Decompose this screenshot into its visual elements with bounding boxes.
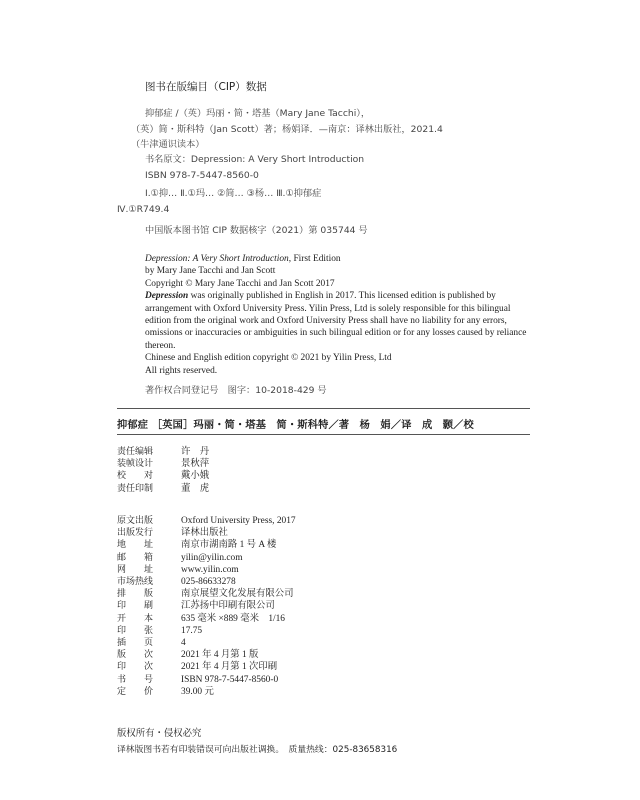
english-authors: by Mary Jane Tacchi and Jan Scott — [145, 266, 276, 277]
pubinfo-row-value: www.yilin.com — [181, 564, 239, 575]
pubinfo-row-label: 网 址 — [117, 564, 154, 575]
pubinfo-row-value: 译林出版社 — [181, 528, 228, 539]
english-rights: All rights reserved. — [145, 365, 218, 376]
pubinfo-row — [117, 649, 296, 661]
pubinfo-row — [117, 613, 296, 625]
english-book-name: Depression — [145, 291, 189, 302]
pubinfo-row-value: 4 — [181, 638, 186, 649]
english-copyright-block — [145, 253, 537, 377]
divider-top — [117, 408, 530, 409]
pubinfo-row-value: 025-86633278 — [181, 577, 236, 588]
pubinfo-row-label: 版 次 — [117, 650, 154, 661]
cip-data-number: 中国版本图书馆 CIP 数据核字（2021）第 035744 号 — [145, 225, 368, 236]
credit-line: 抑郁症 ［英国］玛丽・简・塔基 简・斯科特／著 杨 娟／译 成 颢／校 — [117, 420, 474, 431]
pubinfo-row-value: 17.75 — [181, 625, 203, 636]
pubinfo-row — [117, 576, 296, 588]
pubinfo-row-label: 出版发行 — [117, 528, 154, 539]
english-edition: , First Edition — [288, 254, 341, 264]
pubinfo-row-value: 2021 年 4 月第 1 版 — [181, 650, 259, 661]
staff-row-value: 许 丹 — [181, 447, 210, 457]
staff-row-label: 责任印制 — [117, 483, 154, 494]
cip-line-4: 书名原文：Depression: A Very Short Introduction — [145, 154, 365, 165]
pubinfo-row-label: 开 本 — [117, 613, 154, 624]
staff-row-label: 校 对 — [117, 471, 154, 482]
pubinfo-row-value: 635 毫米 ×889 毫米 1/16 — [181, 613, 285, 624]
footer-rights: 版权所有・侵权必究 — [117, 728, 202, 739]
staff-row-value: 戴小娥 — [181, 471, 210, 482]
cip-heading: 图书在版编目（CIP）数据 — [145, 81, 267, 93]
pubinfo-row — [117, 527, 296, 539]
contract-registration: 著作权合同登记号 图字：10-2018-429 号 — [145, 385, 327, 396]
pubinfo-row — [117, 564, 296, 576]
pubinfo-row — [117, 674, 296, 686]
divider-bottom — [117, 434, 530, 435]
staff-row-value: 董 虎 — [181, 483, 210, 494]
pubinfo-row-label: 印 次 — [117, 662, 154, 673]
pubinfo-row — [117, 588, 296, 600]
pubinfo-row-label: 市场热线 — [117, 577, 154, 588]
pubinfo-row-value: 南京展望文化发展有限公司 — [181, 589, 294, 600]
pubinfo-row-label: 书 号 — [117, 674, 154, 685]
pubinfo-row-value: 2021 年 4 月第 1 次印刷 — [181, 662, 278, 673]
pubinfo-row — [117, 600, 296, 612]
english-copyright: Copyright © Mary Jane Tacchi and Jan Scott 2017 — [145, 278, 335, 289]
english-title: Depression: A Very Short Introduction — [145, 254, 289, 264]
pubinfo-row-label: 印 张 — [117, 625, 154, 636]
publication-info-list — [117, 515, 296, 698]
pubinfo-row — [117, 625, 296, 637]
pubinfo-row-label: 排 版 — [117, 589, 154, 600]
staff-row-label: 装帧设计 — [117, 459, 154, 470]
pubinfo-row — [117, 661, 296, 673]
staff-row — [117, 458, 209, 470]
pubinfo-row-value: 39.00 元 — [181, 686, 214, 697]
pubinfo-row-value: Oxford University Press, 2017 — [181, 516, 296, 526]
pubinfo-row-label: 印 刷 — [117, 601, 154, 612]
staff-row-label: 责任编辑 — [117, 447, 154, 457]
pubinfo-row-label: 定 价 — [117, 686, 154, 697]
english-chinese-copyright: Chinese and English edition copyright © 2021 by Yilin Press, Ltd — [145, 353, 392, 364]
pubinfo-row-value: yilin@yilin.com — [181, 552, 243, 563]
staff-row-value: 景秋萍 — [181, 459, 210, 470]
staff-row — [117, 483, 209, 495]
cip-line-1: 抑郁症 /（英）玛丽・简・塔基（Mary Jane Tacchi）， — [145, 108, 371, 119]
cip-line-2: （英）简・斯科特（Jan Scott）著；杨娟译．—南京：译林出版社，2021.4 — [131, 124, 443, 135]
cip-classification: Ⅰ.①抑… Ⅱ.①玛… ②简… ③杨… Ⅲ.①抑郁症 — [145, 188, 322, 199]
pubinfo-row-label: 插 页 — [117, 638, 154, 649]
footer-notice: 译林版图书若有印装错误可向出版社调换。 质量热线：025-83658316 — [117, 745, 398, 755]
pubinfo-row — [117, 552, 296, 564]
pubinfo-row — [117, 539, 296, 551]
staff-row — [117, 446, 209, 458]
pubinfo-row-value: 南京市湖南路 1 号 A 楼 — [181, 540, 277, 551]
pubinfo-row-label: 地 址 — [117, 540, 154, 551]
cip-class-number: Ⅳ.①R749.4 — [117, 204, 170, 215]
cip-isbn: ISBN 978-7-5447-8560-0 — [145, 170, 259, 181]
english-title-line — [145, 253, 537, 265]
staff-row — [117, 470, 209, 482]
pubinfo-row — [117, 515, 296, 527]
english-license-text: was originally published in English in 2017. This licensed edition is published by arrangement with Oxford University Press. Yilin Press, Ltd is solely responsible for this bilingual edition from the original work and Oxford University Press shall have no liability for any errors, omissions or inaccuracies or ambiguities in such bilingual edition or for any losses caused by reliance thereon. — [145, 291, 527, 351]
pubinfo-row — [117, 637, 296, 649]
english-license-paragraph — [145, 290, 537, 352]
pubinfo-row-label: 原文出版 — [117, 516, 154, 526]
staff-list — [117, 446, 209, 495]
cip-line-3: （牛津通识读本） — [131, 139, 205, 150]
pubinfo-row-value: 江苏扬中印刷有限公司 — [181, 601, 275, 612]
pubinfo-row — [117, 686, 296, 698]
pubinfo-row-label: 邮 箱 — [117, 552, 154, 563]
pubinfo-row-value: ISBN 978-7-5447-8560-0 — [181, 674, 279, 685]
